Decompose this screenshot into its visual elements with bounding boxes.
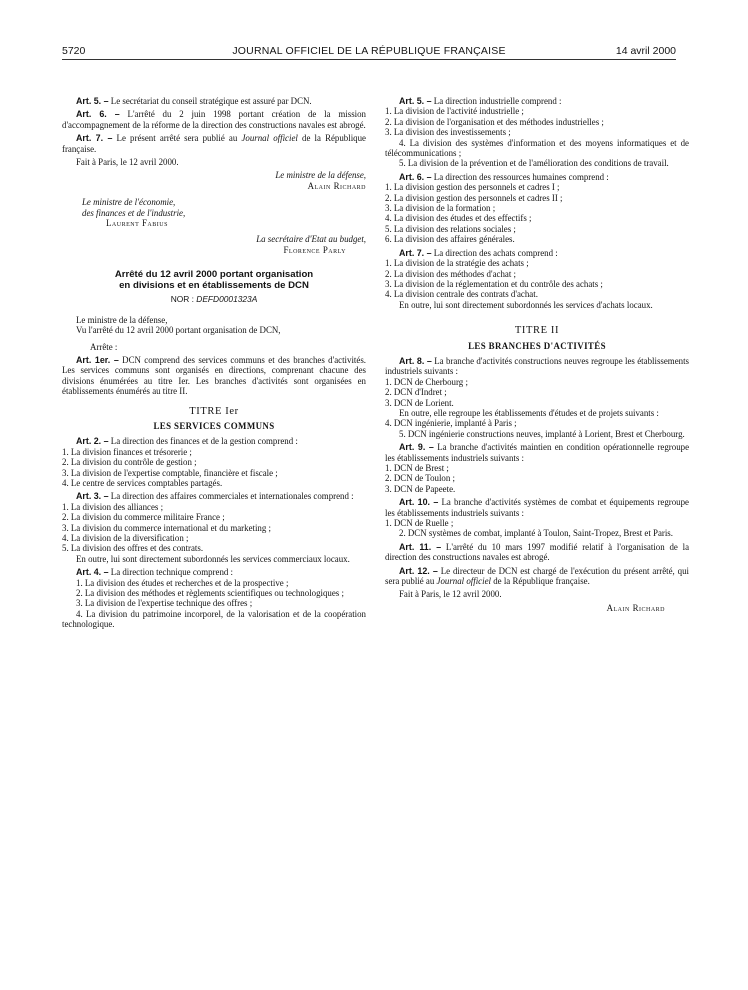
list-item: 1. DCN de Cherbourg ; xyxy=(385,376,468,387)
article-paragraph: Art. 7. – Le présent arrêté sera publié au Journal officiel de la République française. xyxy=(62,133,366,154)
page-number: 5720 xyxy=(62,45,86,57)
intro-line: Le ministre de la défense, xyxy=(76,314,168,325)
signatory-name: Laurent Fabius xyxy=(106,218,168,229)
list-item: 1. La division de l'activité industrielle ; xyxy=(385,106,524,117)
article-paragraph: Art. 5. – Le secrétariat du conseil stratégique est assuré par DCN. xyxy=(76,96,312,106)
establishment-list xyxy=(385,377,689,408)
section-subtitle: LES BRANCHES D'ACTIVITÉS xyxy=(468,340,606,351)
list-item: 2. La division du contrôle de gestion ; xyxy=(62,457,197,468)
list-item: 3. La division des investissements ; xyxy=(385,127,511,138)
list-item: 3. La division de l'expertise technique des offres ; xyxy=(76,598,253,609)
article-paragraph: Art. 8. – La branche d'activités constructions neuves regroupe les établissements industriels suivants : xyxy=(385,355,689,377)
list-item: 5. DCN ingénierie constructions neuves, implanté à Lorient, Brest et Cherbourg. xyxy=(399,428,685,439)
journal-title: JOURNAL OFFICIEL DE LA RÉPUBLIQUE FRANÇAISE xyxy=(232,45,506,57)
list-item: 3. DCN de Papeete. xyxy=(385,483,456,494)
list-item: 2. DCN de Toulon ; xyxy=(385,473,455,484)
article-paragraph: Art. 7. – La direction des achats comprend : xyxy=(399,247,558,258)
list-item: 6. La division des affaires générales. xyxy=(385,234,515,245)
division-list xyxy=(62,502,366,554)
decree-title: Arrêté du 12 avril 2000 portant organisation en divisions et en établissements de DCN xyxy=(114,269,314,292)
list-item: 4. La division des systèmes d'information et des moyens informatiques et de télécommunications ; xyxy=(385,137,689,159)
section-subtitle: LES SERVICES COMMUNS xyxy=(153,420,275,431)
list-item: 4. La division de la diversification ; xyxy=(62,533,189,543)
nor-reference: NOR : DEFD0001323A xyxy=(170,294,258,305)
list-item: 2. La division gestion des personnels et cadres II ; xyxy=(385,192,563,203)
list-item: 3. DCN de Lorient. xyxy=(385,397,454,408)
article-paragraph: Art. 6. – L'arrêté du 2 juin 1998 portant création de la mission d'accompagnement de la réforme de la direction des constructions navales est abrogé. xyxy=(62,109,366,130)
division-list xyxy=(385,182,689,244)
establishment-list xyxy=(385,518,689,539)
list-item: 3. La division du commerce international et du marketing ; xyxy=(62,522,271,533)
article-paragraph: Art. 1er. – DCN comprend des services communs et des branches d'activités. Les services communs sont organisés en directions, comprenant chacune des divisions énumérées au titre Ier. Les branches d'activités sont organisées en établissements énumérés au titre II. xyxy=(62,354,367,397)
article-paragraph: En outre, lui sont directement subordonnés les services commerciaux locaux. xyxy=(76,553,350,564)
list-item: 3. La division de la formation ; xyxy=(385,203,496,214)
list-item: 1. La division de la stratégie des achats ; xyxy=(385,258,529,269)
list-item: 1. La division gestion des personnels et cadres I ; xyxy=(385,182,560,193)
list-item: 1. La division des alliances ; xyxy=(62,501,164,512)
article-paragraph: Art. 4. – La direction technique comprend : xyxy=(76,567,234,578)
left-column xyxy=(62,96,366,630)
list-item: 1. La division des études et recherches et de la prospective ; xyxy=(76,577,289,588)
list-item: 5. La division des offres et des contrats. xyxy=(62,543,204,554)
signatory-name: Alain Richard xyxy=(307,180,366,191)
issue-date: 14 avril 2000 xyxy=(615,45,676,57)
done-at-line: Fait à Paris, le 12 avril 2000. xyxy=(399,589,502,600)
article-paragraph: En outre, elle regroupe les établissements d'études et de projets suivants : xyxy=(399,407,659,418)
establishment-list xyxy=(385,463,689,494)
intro-line: Vu l'arrêté du 12 avril 2000 portant organisation de DCN, xyxy=(76,325,281,336)
list-item: 5. La division des relations sociales ; xyxy=(385,223,516,234)
list-item: 4. Le centre de services comptables partagés. xyxy=(62,477,223,488)
right-column xyxy=(385,96,689,613)
article-paragraph: Art. 12. – Le directeur de DCN est chargé de l'exécution du présent arrêté, qui sera publié au Journal officiel de la République française. xyxy=(385,565,689,587)
done-at-line: Fait à Paris, le 12 avril 2000. xyxy=(76,157,179,168)
list-item: 5. La division de la prévention et de l'amélioration des conditions de travail. xyxy=(399,158,669,169)
signatory-role: Le ministre de la défense, xyxy=(275,170,366,181)
signatory-name: Alain Richard xyxy=(606,602,665,613)
list-item: 2. La division de l'organisation et des méthodes industrielles ; xyxy=(385,116,604,127)
list-item: 4. La division du patrimoine incorporel, de la valorisation et de la coopération technologique. xyxy=(62,608,366,630)
list-item: 1. DCN de Ruelle ; xyxy=(385,518,454,529)
division-list xyxy=(385,106,689,168)
list-item: 2. La division du commerce militaire France ; xyxy=(62,512,225,523)
page-header xyxy=(62,43,676,60)
article-paragraph: Art. 2. – La direction des finances et de la gestion comprend : xyxy=(76,436,298,447)
article-paragraph: Art. 5. – La direction industrielle comprend : xyxy=(399,96,562,106)
signatory-name: Florence Parly xyxy=(283,244,346,255)
list-item: 2. DCN d'Indret ; xyxy=(385,387,447,398)
establishment-list xyxy=(385,418,689,439)
division-list xyxy=(62,578,366,630)
section-title: TITRE Ier xyxy=(189,405,239,417)
list-item: 4. La division des études et des effectifs ; xyxy=(385,213,532,224)
signatory-role: Le ministre de l'économie, xyxy=(82,197,176,208)
article-paragraph: Art. 11. – L'arrêté du 10 mars 1997 modifié relatif à l'organisation de la direction des constructions navales est abrogé. xyxy=(385,541,690,563)
list-item: 2. La division des méthodes et règlements scientifiques ou technologiques ; xyxy=(76,588,344,599)
list-item: 3. La division de l'expertise comptable, financière et fiscale ; xyxy=(62,467,278,478)
list-item: 1. La division finances et trésorerie ; xyxy=(62,446,192,457)
list-item: 1. DCN de Brest ; xyxy=(385,463,449,473)
article-paragraph: Art. 6. – La direction des ressources humaines comprend : xyxy=(399,171,609,182)
signatory-role: La secrétaire d'Etat au budget, xyxy=(256,234,366,245)
article-paragraph: Art. 10. – La branche d'activités systèmes de combat et équipements regroupe les établissements industriels suivants : xyxy=(385,497,689,518)
list-item: 4. DCN ingénierie, implanté à Paris ; xyxy=(385,418,517,429)
list-item: 2. DCN systèmes de combat, implanté à Toulon, Saint-Tropez, Brest et Paris. xyxy=(399,528,673,539)
article-paragraph: Art. 9. – La branche d'activités maintien en condition opérationnelle regroupe les établissements industriels suivants : xyxy=(385,442,690,463)
signatory-role: des finances et de l'industrie, xyxy=(82,207,186,218)
section-title: TITRE II xyxy=(514,325,560,337)
article-paragraph: En outre, lui sont directement subordonnés les services d'achats locaux. xyxy=(399,299,653,310)
division-list xyxy=(385,258,689,300)
list-item: 4. La division centrale des contrats d'achat. xyxy=(385,289,538,300)
list-item: 3. La division de la réglementation et du contrôle des achats ; xyxy=(385,278,603,289)
list-item: 2. La division des méthodes d'achat ; xyxy=(385,268,516,279)
arrete-line: Arrête : xyxy=(90,341,118,352)
article-paragraph: Art. 3. – La direction des affaires commerciales et internationales comprend : xyxy=(76,491,354,502)
division-list xyxy=(62,447,366,489)
